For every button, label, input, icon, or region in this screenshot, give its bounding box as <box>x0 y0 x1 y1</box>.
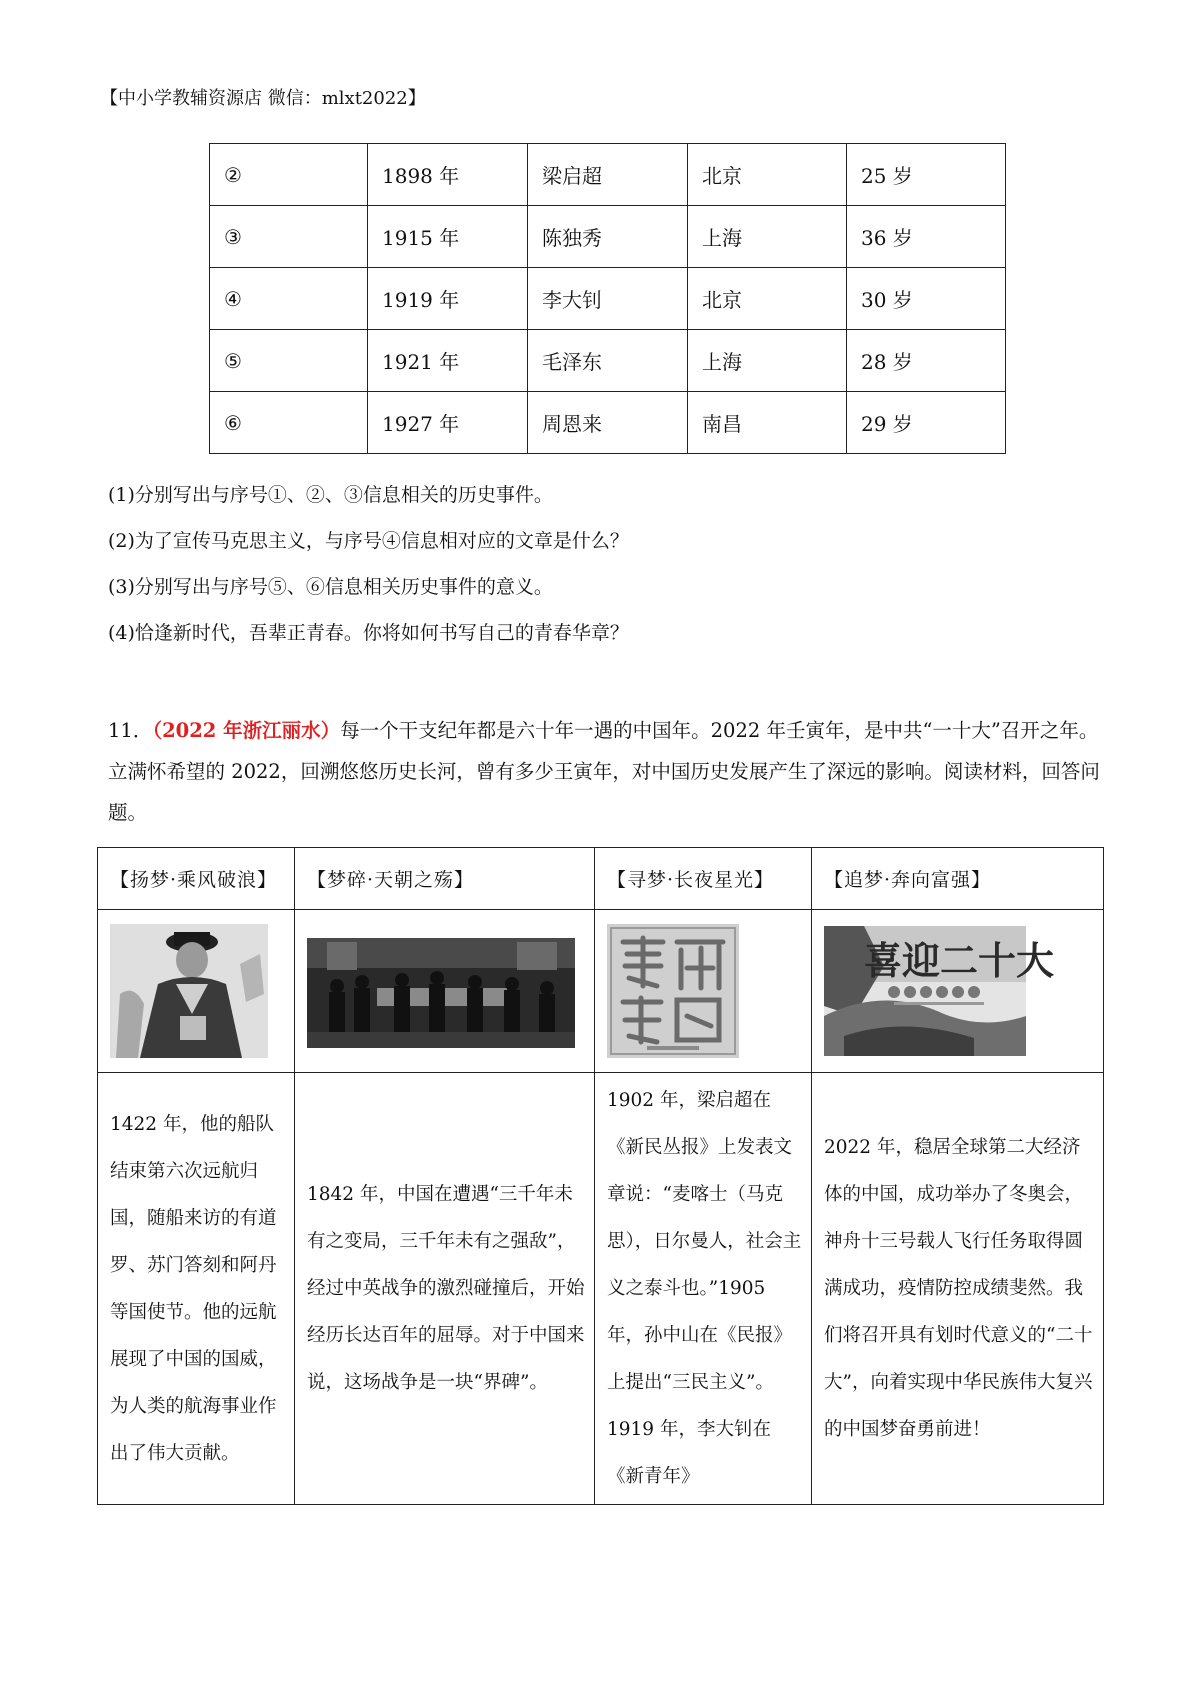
table-cell: 30 岁 <box>847 268 1006 330</box>
question-text: 每一个干支纪年都是六十年一遇的中国年。2022 年壬寅年，是中共“一十大”召开之年。立满怀希望的 2022，回溯悠悠历史长河，曾有多少王寅年，对中国历史发展产生了深远的影响。阅读材料，回答问题。 <box>108 719 1100 824</box>
table-cell: 北京 <box>688 144 847 206</box>
question-2: (2)为了宣传马克思主义，与序号④信息相对应的文章是什么？ <box>108 530 629 552</box>
info-table <box>209 143 1006 454</box>
image-cell-3 <box>595 910 812 1073</box>
table-cell: 1921 年 <box>368 330 528 392</box>
image-cell-2 <box>295 910 595 1073</box>
table-cell: 李大钊 <box>528 268 688 330</box>
table-cell: ④ <box>210 268 368 330</box>
table-cell: 上海 <box>688 206 847 268</box>
header-cell-3: 【寻梦·长夜星光】 <box>595 848 812 910</box>
treaty-signing-image <box>307 938 575 1048</box>
table-cell: 1915 年 <box>368 206 528 268</box>
congress-poster-image <box>824 926 1055 1056</box>
zheng-he-portrait-image <box>110 924 268 1058</box>
table-cell: 36 岁 <box>847 206 1006 268</box>
table-row <box>210 392 1006 454</box>
question-source: （2022 年浙江丽水） <box>152 719 341 742</box>
table-cell: 25 岁 <box>847 144 1006 206</box>
table-cell: 28 岁 <box>847 330 1006 392</box>
text-cell-4: 2022 年，稳居全球第二大经济体的中国，成功举办了冬奥会，神舟十三号载人飞行任务取得圆满成功，疫情防控成绩斐然。我们将召开具有划时代意义的“二十大”，向着实现中华民族伟大复兴的中国梦奋勇前进！ <box>812 1073 1104 1505</box>
header-cell-4: 【追梦·奔向富强】 <box>812 848 1104 910</box>
table-row <box>210 144 1006 206</box>
table-cell: ② <box>210 144 368 206</box>
table-cell: 上海 <box>688 330 847 392</box>
table-cell: ③ <box>210 206 368 268</box>
question-3: (3)分别写出与序号⑤、⑥信息相关历史事件的意义。 <box>108 576 553 598</box>
text-cell-3: 1902 年，梁启超在《新民丛报》上发表文章说：“麦喀士（马克思），日尔曼人，社会主义之泰斗也。”1905 年，孙中山在《民报》上提出“三民主义”。1919 年，李大钊在《新青年》 <box>595 1073 812 1505</box>
table-cell: 南昌 <box>688 392 847 454</box>
material-table <box>97 847 1104 1505</box>
table-cell: ⑤ <box>210 330 368 392</box>
table-cell: ⑥ <box>210 392 368 454</box>
table-cell: 陈独秀 <box>528 206 688 268</box>
table-cell: 周恩来 <box>528 392 688 454</box>
text-cell-2: 1842 年，中国在遭遇“三千年未有之变局，三千年未有之强敌”，经过中英战争的激烈碰撞后，开始经历长达百年的屈辱。对于中国来说，这场战争是一块“界碑”。 <box>295 1073 595 1505</box>
table-cell: 1927 年 <box>368 392 528 454</box>
table-row <box>210 206 1006 268</box>
table-cell: 毛泽东 <box>528 330 688 392</box>
header-cell-1: 【扬梦·乘风破浪】 <box>98 848 295 910</box>
table-row <box>210 330 1006 392</box>
newspaper-title-image <box>607 924 739 1058</box>
table-cell: 1898 年 <box>368 144 528 206</box>
page-header: 【中小学教辅资源店 微信：mlxt2022】 <box>100 88 426 109</box>
header-cell-2: 【梦碎·天朝之殇】 <box>295 848 595 910</box>
poster-title: 喜迎二十大 <box>864 938 1055 983</box>
table-row <box>210 268 1006 330</box>
table-cell: 梁启超 <box>528 144 688 206</box>
image-cell-4 <box>812 910 1104 1073</box>
question-4: (4)恰逢新时代，吾辈正青春。你将如何书写自己的青春华章？ <box>108 622 629 644</box>
text-cell-1: 1422 年，他的船队结束第六次远航归国，随船来访的有道罗、苏门答刻和阿丹等国使节。他的远航展现了中国的国威，为人类的航海事业作出了伟大贡献。 <box>98 1073 295 1505</box>
table-cell: 29 岁 <box>847 392 1006 454</box>
question-number: 11． <box>108 719 153 742</box>
image-cell-1 <box>98 910 295 1073</box>
question-1: (1)分别写出与序号①、②、③信息相关的历史事件。 <box>108 484 553 506</box>
table-cell: 北京 <box>688 268 847 330</box>
question-11 <box>108 710 1100 833</box>
table-cell: 1919 年 <box>368 268 528 330</box>
